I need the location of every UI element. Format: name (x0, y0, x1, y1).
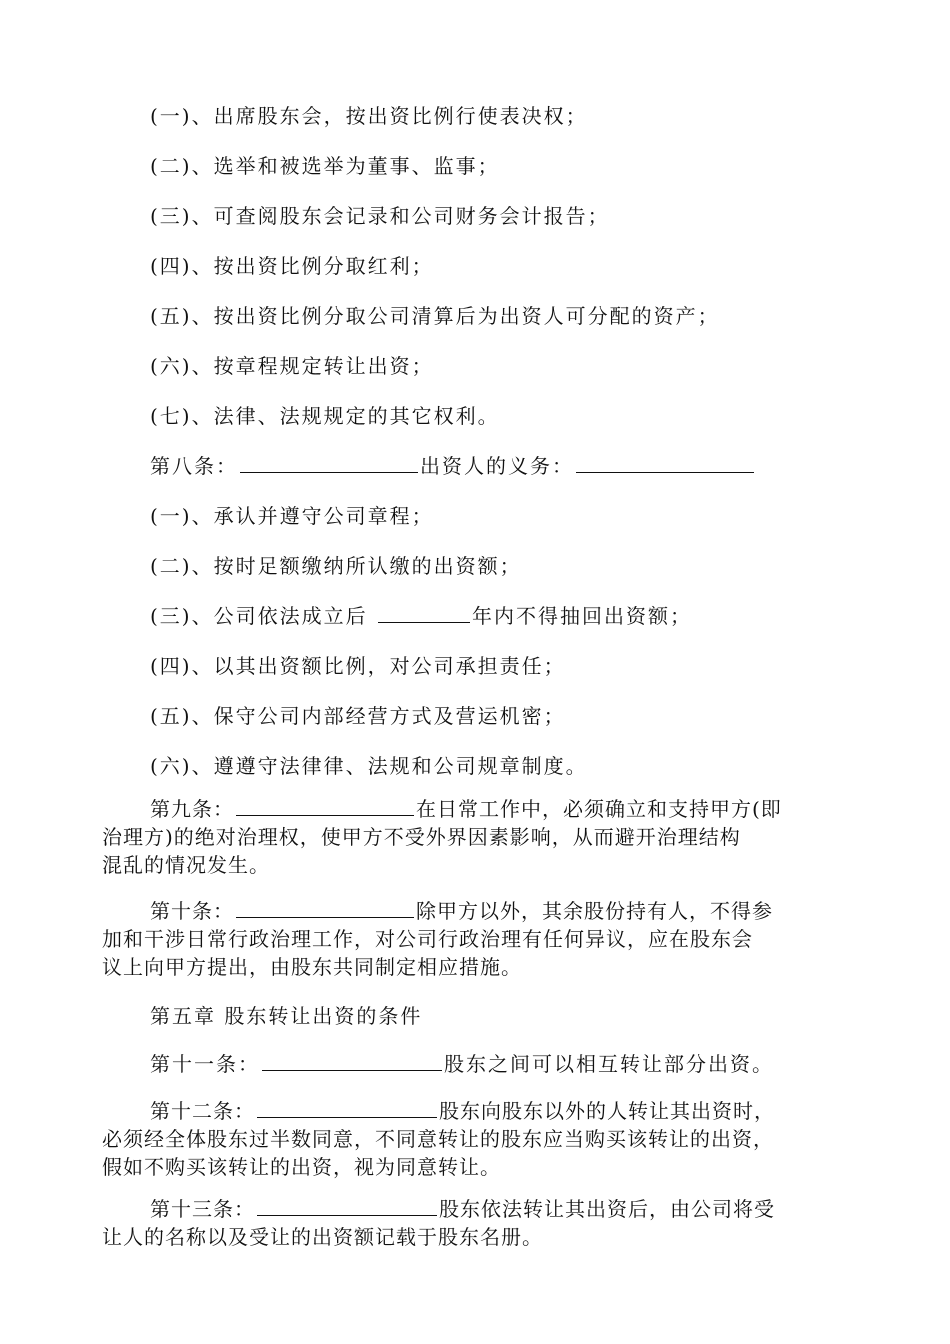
duty-item-3 (150, 600, 692, 629)
article-9-line3: 混乱的情况发生。 (102, 853, 270, 877)
rights-item-5: (五)、按出资比例分取公司清算后为出资人可分配的资产； (150, 304, 720, 328)
article-8-middle: 出资人的义务： (420, 454, 574, 478)
article-13-line2: 让人的名称以及受让的出资额记载于股东名册。 (102, 1225, 543, 1249)
article-10-line1: 除甲方以外，其余股份持有人，不得参 (416, 899, 773, 923)
article-9-line1: 在日常工作中，必须确立和支持甲方(即 (416, 797, 782, 821)
fill-blank (236, 901, 414, 918)
duty-3-suffix: 年内不得抽回出资额； (471, 604, 692, 628)
article-8-prefix: 第八条： (150, 454, 238, 478)
duty-item-6: (六)、遵遵守法律律、法规和公司规章制度。 (150, 754, 588, 778)
duty-item-5: (五)、保守公司内部经营方式及营运机密； (150, 704, 566, 728)
article-9 (102, 795, 852, 879)
fill-blank (257, 1199, 437, 1216)
fill-blank (576, 456, 754, 473)
article-11 (150, 1048, 774, 1077)
rights-item-7: (七)、法律、法规规定的其它权利。 (150, 404, 500, 428)
article-13-line1: 股东依法转让其出资后，由公司将受 (439, 1197, 775, 1221)
article-9-line2: 治理方)的绝对治理权，使甲方不受外界因素影响，从而避开治理结构 (102, 825, 741, 849)
fill-blank (236, 799, 414, 816)
duty-item-1: (一)、承认并遵守公司章程； (150, 504, 434, 528)
fill-blank (257, 1101, 437, 1118)
duty-item-4: (四)、以其出资额比例，对公司承担责任； (150, 654, 566, 678)
article-9-prefix: 第九条： (150, 797, 234, 821)
article-11-rest: 股东之间可以相互转让部分出资。 (444, 1052, 774, 1076)
fill-blank (262, 1054, 442, 1071)
rights-item-2: (二)、选举和被选举为董事、监事； (150, 154, 500, 178)
article-10-prefix: 第十条： (150, 899, 234, 923)
fill-blank (378, 606, 470, 623)
chapter-5-heading: 第五章 股东转让出资的条件 (150, 1004, 423, 1028)
rights-item-4: (四)、按出资比例分取红利； (150, 254, 434, 278)
article-10-line3: 议上向甲方提出，由股东共同制定相应措施。 (102, 955, 522, 979)
fill-blank (240, 456, 418, 473)
article-10 (102, 897, 852, 981)
article-12-prefix: 第十二条： (150, 1099, 255, 1123)
article-13-prefix: 第十三条： (150, 1197, 255, 1221)
article-12-line1: 股东向股东以外的人转让其出资时， (439, 1099, 775, 1123)
article-12-line2: 必须经全体股东过半数同意，不同意转让的股东应当购买该转让的出资， (102, 1127, 774, 1151)
article-8 (150, 450, 756, 479)
article-13 (102, 1195, 852, 1251)
article-12-line3: 假如不购买该转让的出资，视为同意转让。 (102, 1155, 501, 1179)
article-10-line2: 加和干涉日常行政治理工作，对公司行政治理有任何异议，应在股东会 (102, 927, 753, 951)
duty-item-2: (二)、按时足额缴纳所认缴的出资额； (150, 554, 522, 578)
rights-item-3: (三)、可查阅股东会记录和公司财务会计报告； (150, 204, 610, 228)
article-11-prefix: 第十一条： (150, 1052, 260, 1076)
duty-3-prefix: (三)、公司依法成立后 (150, 604, 368, 628)
rights-item-1: (一)、出席股东会，按出资比例行使表决权； (150, 104, 588, 128)
rights-item-6: (六)、按章程规定转让出资； (150, 354, 434, 378)
article-12 (102, 1097, 852, 1181)
